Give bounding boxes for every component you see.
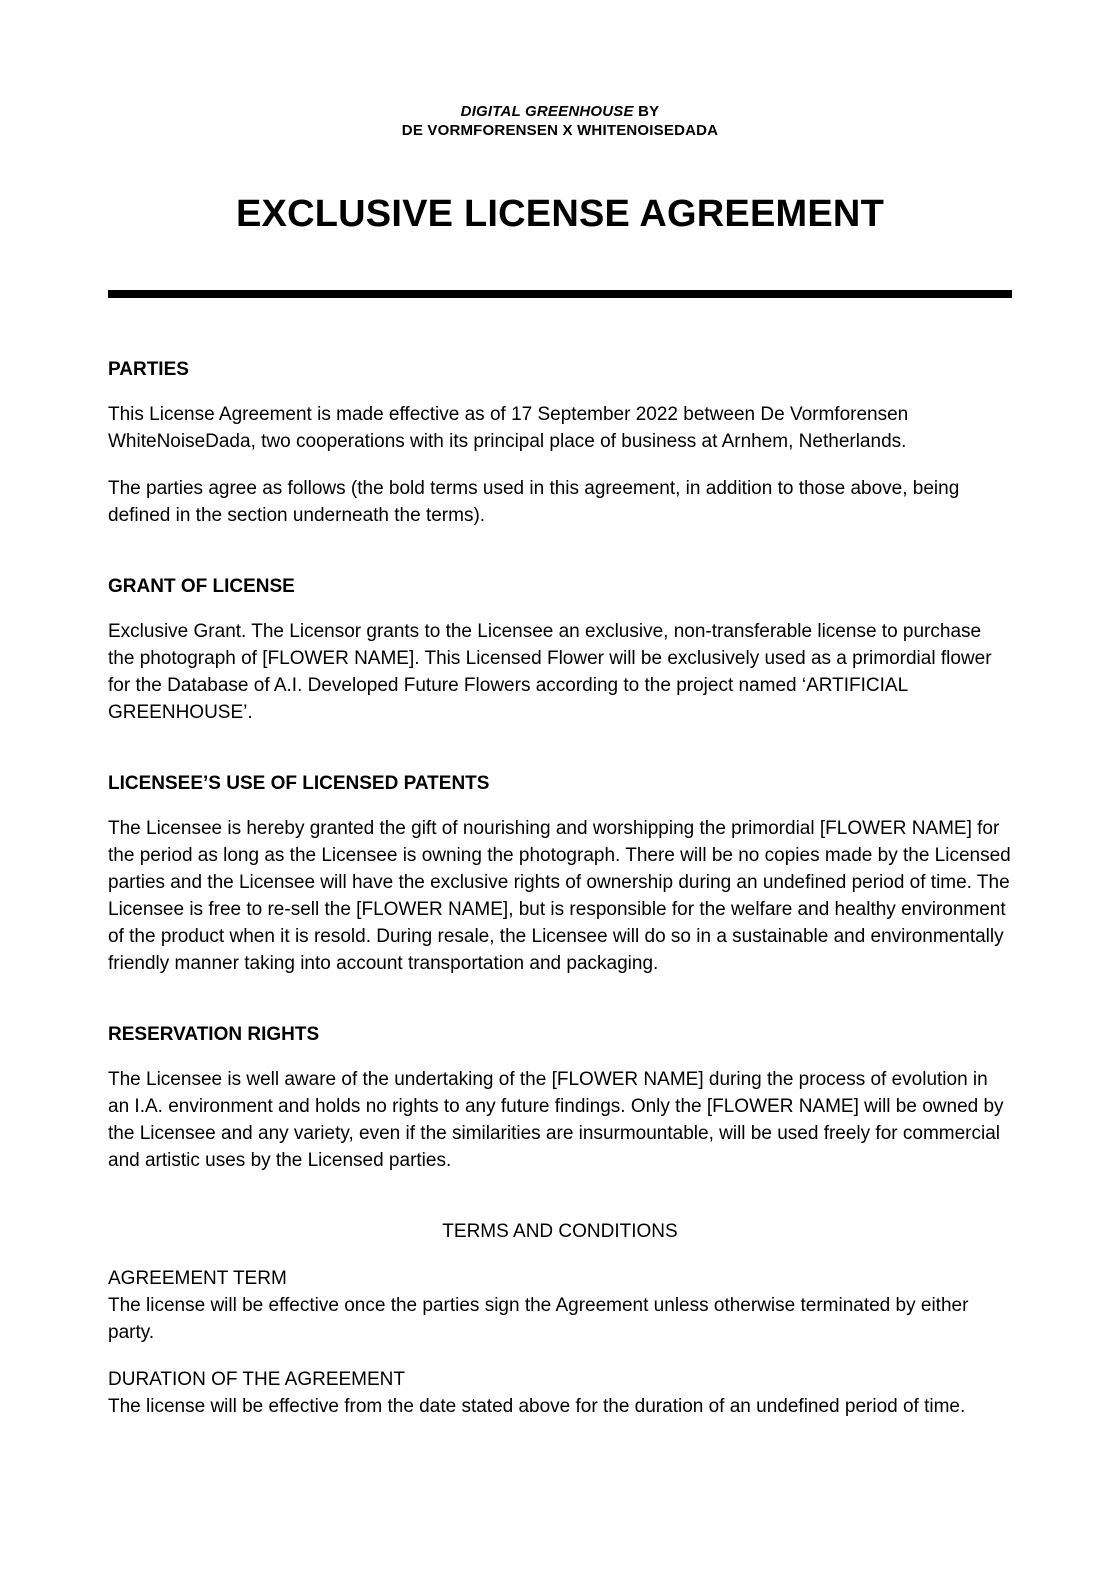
section-paragraph: Exclusive Grant. The Licensor grants to the Licensee an exclusive, non-transferable license to purchase the photograph of [FLOWER NAME]. This Licensed Flower will be exclusively used as a primordial flower for the Database of A.I. Developed Future Flowers according to the project named ‘ARTIFICIAL GREENHOUSE’. (108, 621, 992, 723)
section-licensees-use (108, 770, 1012, 977)
document-header (108, 102, 1012, 140)
horizontal-divider (108, 290, 1012, 298)
section-reservation-rights (108, 1021, 1012, 1174)
section-paragraph: This License Agreement is made effective as of 17 September 2022 between De Vormforensen WhiteNoiseDada, two cooperations with its principal place of business at Arnhem, Netherlands. (108, 404, 909, 452)
section-heading: GRANT OF LICENSE (108, 576, 295, 597)
document-title: EXCLUSIVE LICENSE AGREEMENT (236, 193, 884, 235)
subsection-body: The license will be effective once the parties sign the Agreement unless otherwise terminated by either party. (108, 1295, 969, 1343)
header-byline (108, 102, 1012, 121)
section-paragraph: The Licensee is hereby granted the gift of nourishing and worshipping the primordial [FLOWER NAME] for the period as long as the Licensee is owning the photograph. There will be no copies made by the Licensed parties and the Licensee will have the exclusive rights of ownership during an undefined period of time. The Licensee is free to re-sell the [FLOWER NAME], but is responsible for the welfare and healthy environment of the product when it is resold. During resale, the Licensee will do so in a sustainable and environmentally friendly manner taking into account transportation and packaging. (108, 818, 1011, 974)
subsection-heading: DURATION OF THE AGREEMENT (108, 1369, 405, 1390)
section-heading: RESERVATION RIGHTS (108, 1024, 320, 1045)
header-by-text: BY (633, 103, 660, 120)
subsection-body: The license will be effective from the date stated above for the duration of an undefined period of time. (108, 1396, 966, 1417)
section-heading: LICENSEE’S USE OF LICENSED PATENTS (108, 773, 490, 794)
terms-title: TERMS AND CONDITIONS (442, 1221, 678, 1242)
section-grant-of-license (108, 573, 1012, 726)
terms-and-conditions (108, 1218, 1012, 1420)
subsection-agreement-term (108, 1265, 1012, 1346)
header-authors: DE VORMFORENSEN X WHITENOISEDADA (401, 122, 719, 139)
header-project-name: DIGITAL GREENHOUSE (460, 103, 634, 120)
section-parties (108, 356, 1012, 529)
section-paragraph: The Licensee is well aware of the undertaking of the [FLOWER NAME] during the process of evolution in an I.A. environment and holds no rights to any future findings. Only the [FLOWER NAME] will be owned by the Licensee and any variety, even if the similarities are insurmountable, will be used freely for commercial and artistic uses by the Licensed parties. (108, 1069, 1004, 1171)
section-paragraph: The parties agree as follows (the bold terms used in this agreement, in addition to those above, being defined in the section underneath the terms). (108, 478, 960, 526)
section-heading: PARTIES (108, 359, 189, 380)
subsection-heading: AGREEMENT TERM (108, 1268, 287, 1289)
subsection-duration (108, 1366, 1012, 1420)
